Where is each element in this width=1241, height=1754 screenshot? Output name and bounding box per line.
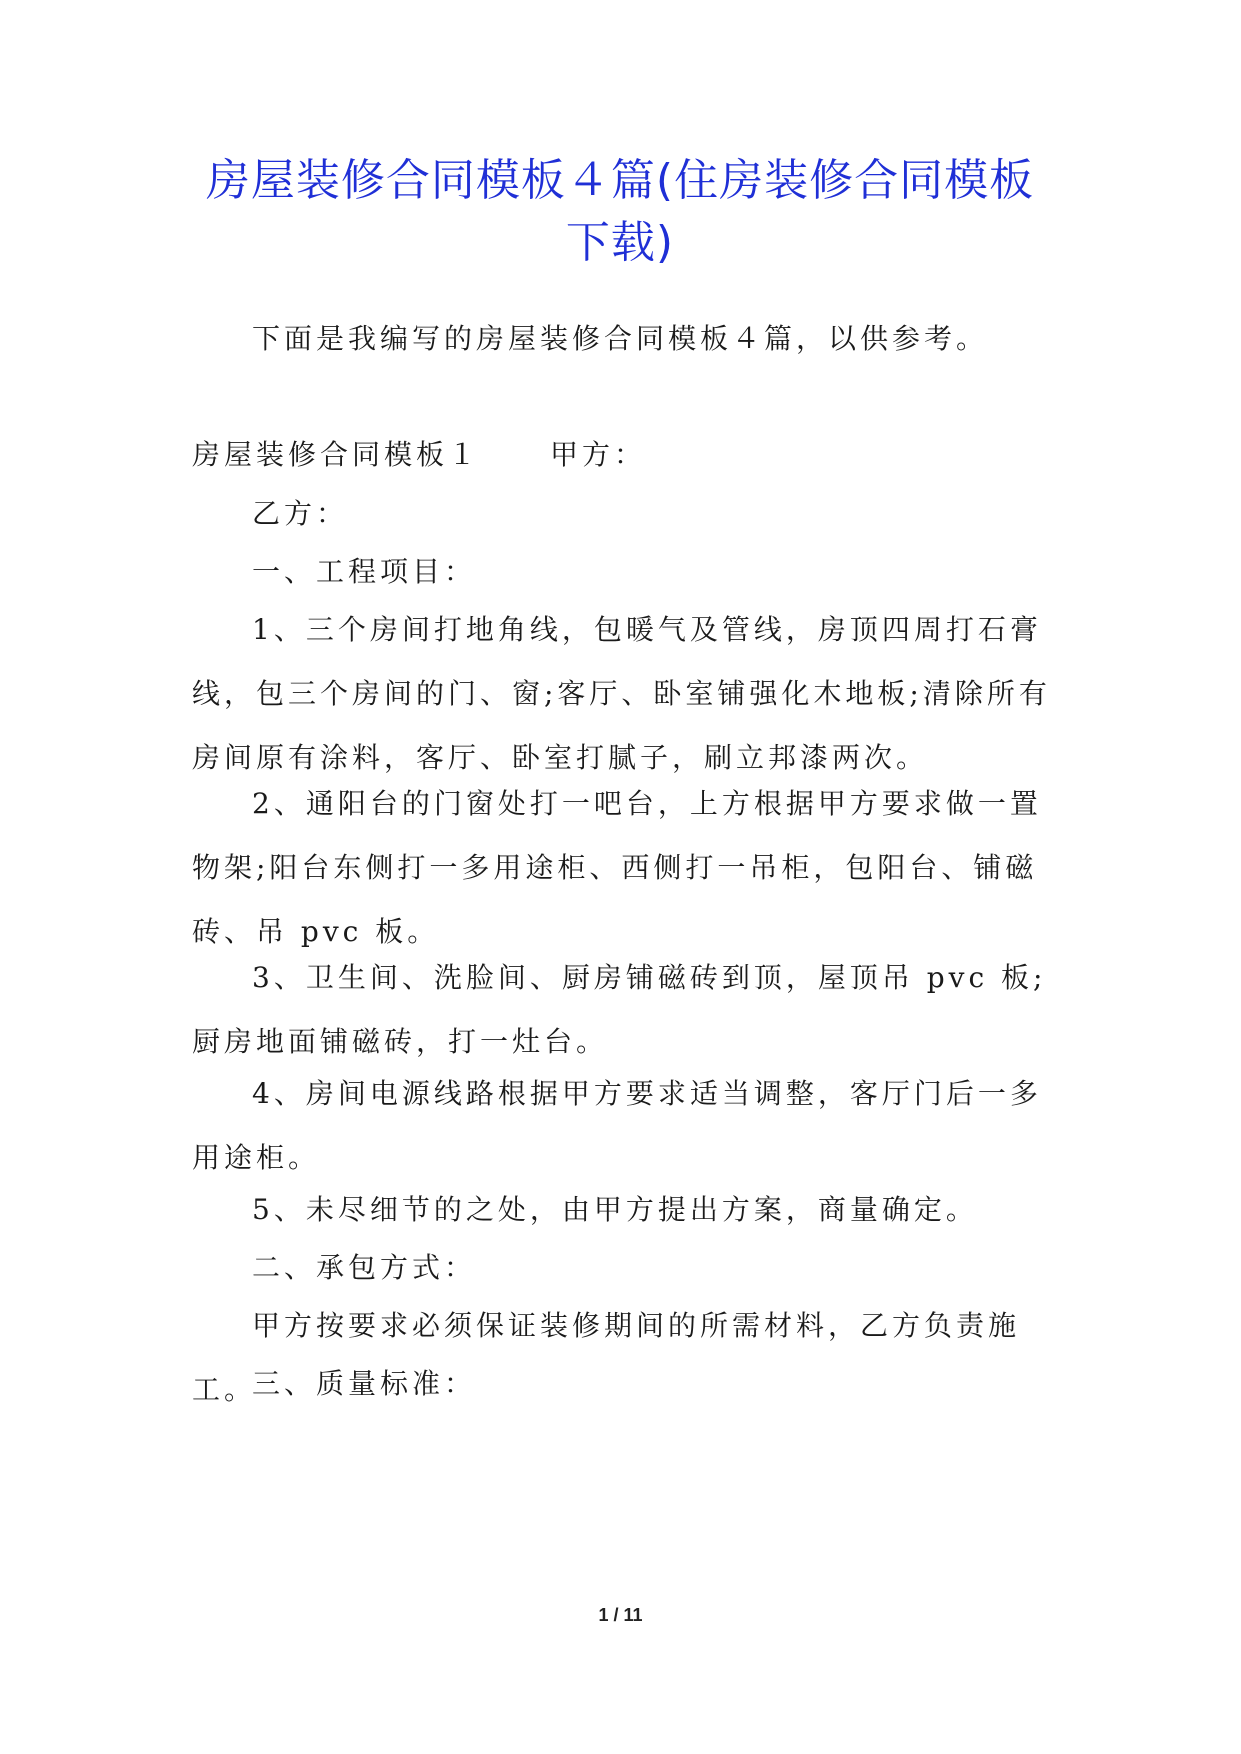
contract-heading-line <box>192 423 1072 487</box>
contract-heading: 房屋装修合同模板１ <box>192 438 481 471</box>
section-2-body: 甲方按要求必须保证装修期间的所需材料，乙方负责施工。 <box>192 1309 1021 1406</box>
item-3-paragraph: 3、卫生间、洗脸间、厨房铺磁砖到顶，屋顶吊 pvc 板;厨房地面铺磁砖，打一灶台。 <box>192 961 1047 1058</box>
party-b-label: 乙方： <box>252 497 349 530</box>
section-3-heading: 三、质量标准： <box>252 1367 477 1400</box>
section-1-heading: 一、工程项目： <box>252 555 477 588</box>
item-2-paragraph: 2、通阳台的门窗处打一吧台，上方根据甲方要求做一置物架;阳台东侧打一多用途柜、西侧打一吊柜，包阳台、铺磁砖、吊 pvc 板。 <box>192 787 1042 948</box>
item-4-paragraph: 4、房间电源线路根据甲方要求适当调整，客厅门后一多用途柜。 <box>192 1077 1042 1174</box>
page-number: 1 / 11 <box>598 1605 643 1625</box>
section-2-heading: 二、承包方式： <box>252 1251 477 1284</box>
item-5-paragraph: 5、未尽细节的之处，由甲方提出方案，商量确定。 <box>252 1193 978 1226</box>
document-title: 房屋装修合同模板４篇(住房装修合同模板下载) <box>205 155 1035 268</box>
party-a-label: 甲方： <box>550 438 647 471</box>
item-1-paragraph: 1、三个房间打地角线，包暖气及管线，房顶四周打石膏线，包三个房间的门、窗;客厅、卧室铺强化木地板;清除所有房间原有涂料，客厅、卧室打腻子，刷立邦漆两次。 <box>192 613 1051 774</box>
intro-paragraph: 下面是我编写的房屋装修合同模板４篇，以供参考。 <box>252 322 989 355</box>
